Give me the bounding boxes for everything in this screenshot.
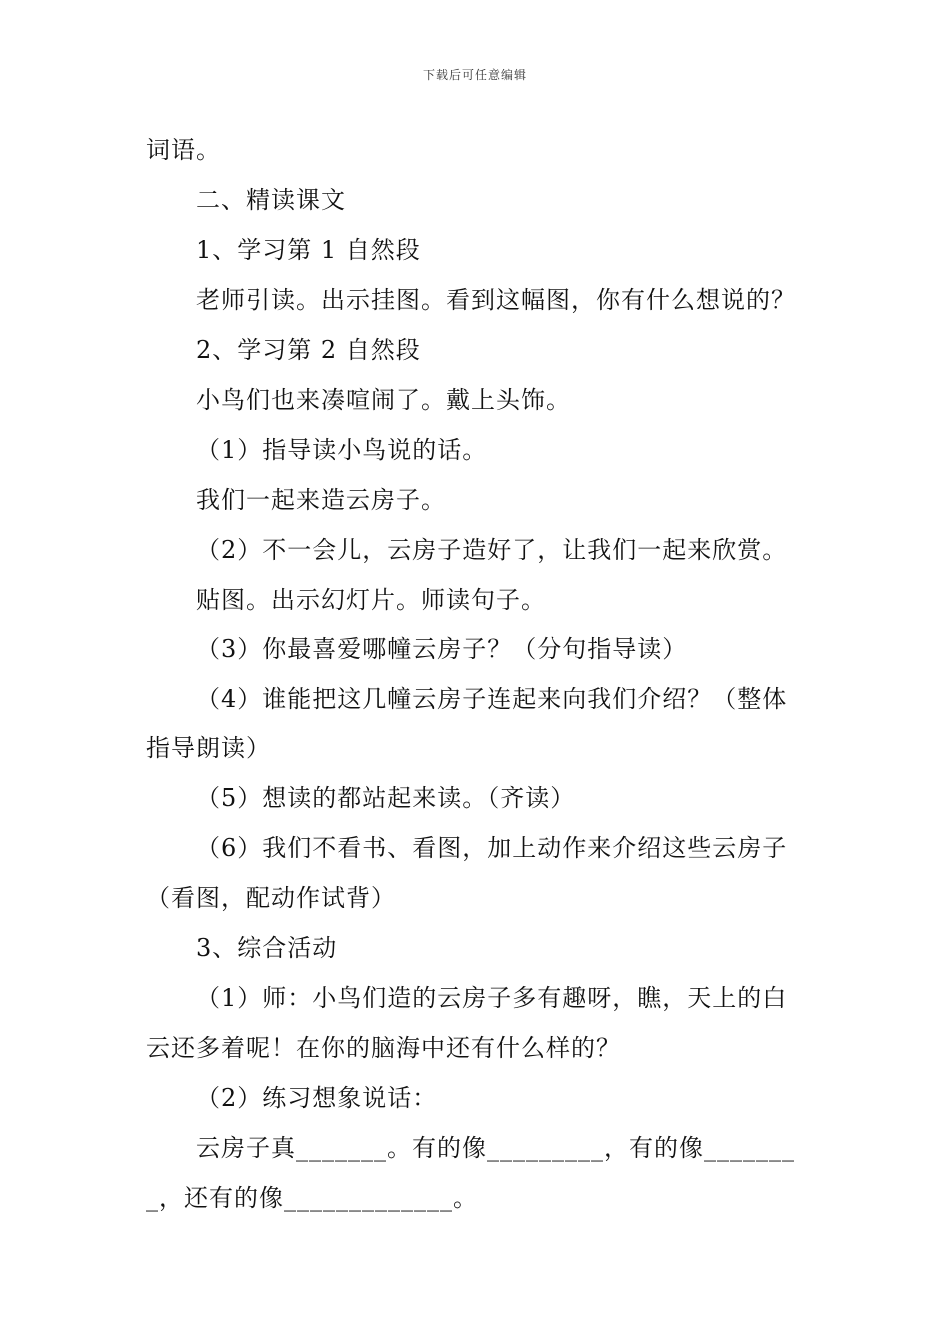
subsection-heading: 1、学习第 1 自然段 bbox=[196, 236, 421, 264]
text-line: 词语。 bbox=[146, 136, 221, 164]
subsection-heading: 3、综合活动 bbox=[196, 934, 338, 962]
text-line: （1）指导读小鸟说的话。 bbox=[196, 436, 488, 464]
text-line: （6）我们不看书、看图，加上动作来介绍这些云房子 bbox=[196, 834, 788, 862]
text-line: （看图，配动作试背） bbox=[146, 884, 396, 912]
text-line: （2）不一会儿，云房子造好了，让我们一起来欣赏。 bbox=[196, 536, 788, 564]
page-header: 下载后可任意编辑 bbox=[422, 68, 527, 82]
text-line: 我们一起来造云房子。 bbox=[196, 486, 446, 514]
text-line: 贴图。出示幻灯片。师读句子。 bbox=[196, 586, 546, 614]
section-heading: 二、精读课文 bbox=[196, 186, 346, 214]
text-line: 老师引读。出示挂图。看到这幅图，你有什么想说的？ bbox=[196, 286, 796, 314]
text-line: 云还多着呢！在你的脑海中还有什么样的？ bbox=[146, 1034, 621, 1062]
text-line: 小鸟们也来凑喧闹了。戴上头饰。 bbox=[196, 386, 571, 414]
text-line: （1）师：小鸟们造的云房子多有趣呀，瞧，天上的白 bbox=[196, 984, 788, 1012]
text-line: （4）谁能把这几幢云房子连起来向我们介绍？（整体 bbox=[196, 685, 788, 713]
subsection-heading: 2、学习第 2 自然段 bbox=[196, 336, 421, 364]
text-line: （5）想读的都站起来读。（齐读） bbox=[196, 784, 576, 812]
fill-in-blank-line: 云房子真_______。有的像_________，有的像_______ bbox=[196, 1134, 795, 1162]
text-line: （2）练习想象说话： bbox=[196, 1084, 438, 1112]
text-line: （3）你最喜爱哪幢云房子？（分句指导读） bbox=[196, 635, 688, 663]
fill-in-blank-line: _，还有的像_____________。 bbox=[146, 1184, 478, 1212]
text-line: 指导朗读） bbox=[146, 734, 271, 762]
